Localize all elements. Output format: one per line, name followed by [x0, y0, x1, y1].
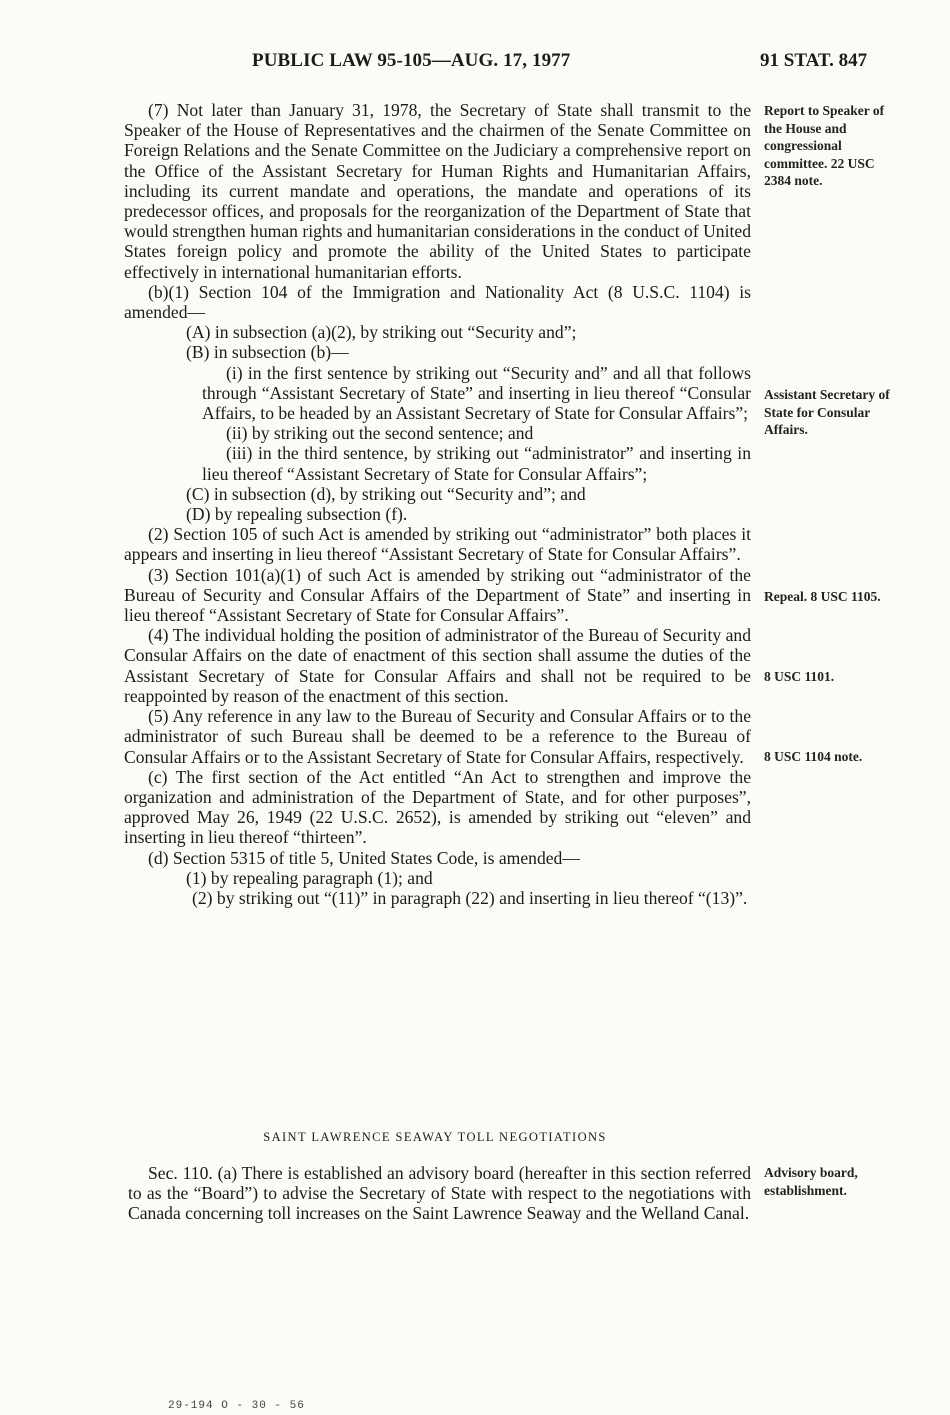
subclause-i: (i) in the first sentence by striking out “Security and” and all that follows through “Assistant Secretary of State” and inserting in lieu thereof “Consular Affairs, to be headed by an Assistant Secretary of State for Consular Affairs”;: [202, 362, 751, 424]
statute-page-number: 91 STAT. 847: [760, 50, 868, 71]
paragraph-d2: (2) by striking out “(11)” in paragraph (22) and inserting in lieu thereof “(13)”.: [192, 887, 748, 908]
paragraph-b3: (3) Section 101(a)(1) of such Act is amended by striking out “administrator of the Bureau of Security and Consular Affairs of the Department of State” and inserting in lieu thereof “Assistant Secretary of State for Consular Affairs”.: [124, 564, 751, 626]
margin-note-repeal: Repeal. 8 USC 1105.: [764, 589, 881, 604]
main-text: [124, 100, 751, 908]
clause-b1-C: (C) in subsection (d), by striking out “Security and”; and: [186, 483, 586, 504]
paragraph-d1: (1) by repealing paragraph (1); and: [186, 867, 433, 888]
margin-note-8usc1101: 8 USC 1101.: [764, 669, 835, 684]
paragraph-c: (c) The first section of the Act entitled “An Act to strengthen and improve the organization and administration of the Department of State, and for other purposes”, approved May 26, 1949 (22 U.S.C. 2652), is amended by striking out “eleven” and inserting in lieu thereof “thirteen”.: [124, 766, 751, 848]
margin-note-report: Report to Speaker of the House and congressional committee. 22 USC 2384 note.: [764, 103, 885, 188]
section-heading: SAINT LAWRENCE SEAWAY TOLL NEGOTIATIONS: [263, 1130, 607, 1144]
section-110-paragraph: Sec. 110. (a) There is established an advisory board (hereafter in this section referred to as the “Board”) to advise the Secretary of State with respect to the negotiations with Canada concerning toll increases on the Saint Lawrence Seaway and the Welland Canal.: [128, 1163, 751, 1224]
paragraph-b4: (4) The individual holding the position of administrator of the Bureau of Security and Consular Affairs on the date of enactment of this section shall assume the duties of the Assistant Secretary of State for Consular Affairs and shall not be required to be reappointed by reason of the enactment of this section.: [124, 625, 751, 706]
page-title: PUBLIC LAW 95-105—AUG. 17, 1977: [252, 50, 571, 71]
paragraph-b2: (2) Section 105 of such Act is amended by striking out “administrator” both places it appears and inserting in lieu thereof “Assistant Secretary of State for Consular Affairs”.: [124, 524, 751, 565]
paragraph-b5: (5) Any reference in any law to the Bureau of Security and Consular Affairs or to the administrator of such Bureau shall be deemed to be a reference to the Bureau of Consular Affairs or to the Assistant Secretary of State for Consular Affairs, respectively.: [124, 706, 751, 767]
paragraph-b1: (b)(1) Section 104 of the Immigration and Nationality Act (8 U.S.C. 1104) is amended—: [124, 281, 751, 323]
margin-note-advisory-board: Advisory board, establishment.: [764, 1165, 858, 1198]
clause-b1-B: (B) in subsection (b)—: [186, 342, 349, 363]
subclause-iii: (iii) in the third sentence, by striking out “administrator” and inserting in lieu thereof “Assistant Secretary of State for Consular Affairs”;: [202, 443, 751, 484]
section-110-text: [128, 1163, 751, 1224]
subclause-ii: (ii) by striking out the second sentence; and: [226, 423, 534, 444]
page-header: [0, 50, 950, 76]
paragraph-d: (d) Section 5315 of title 5, United States Code, is amended—: [148, 847, 580, 868]
clause-b1-A: (A) in subsection (a)(2), by striking out “Security and”;: [186, 322, 577, 343]
paragraph-a7: (7) Not later than January 31, 1978, the Secretary of State shall transmit to the Speaker of the House of Representatives and the chairmen of the Senate Committee on Foreign Relations and the Senate Committee on the Judiciary a comprehensive report on the Office of the Assistant Secretary for Human Rights and Humanitarian Affairs, including its current mandate and operations, the mandate and operations of its predecessor offices, and proposals for the reorganization of the Department of State that would strengthen human rights and humanitarian considerations in the conduct of United States foreign policy and promote the ability of the United States to participate effectively in international humanitarian efforts.: [124, 100, 751, 282]
clause-b1-D: (D) by repealing subsection (f).: [186, 504, 408, 525]
print-footer: 29-194 O - 30 - 56: [168, 1400, 305, 1412]
margin-note-8usc1104: 8 USC 1104 note.: [764, 749, 863, 764]
margin-note-assistant-secretary: Assistant Secretary of State for Consular Affairs.: [764, 387, 890, 437]
